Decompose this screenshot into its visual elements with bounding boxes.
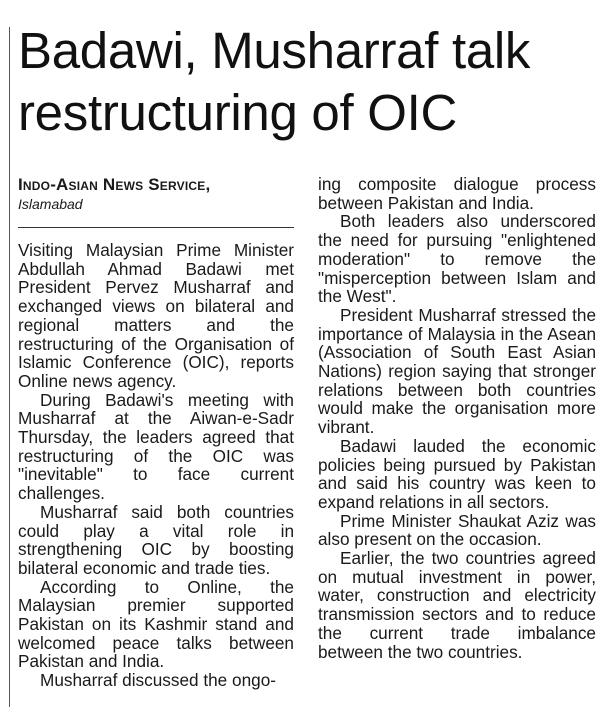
article-column-right bbox=[318, 175, 596, 661]
byline bbox=[18, 175, 294, 213]
article-paragraph: Badawi lauded the economic policies being pursued by Pakistan and said his country was keen to expand relations in all sectors. bbox=[318, 435, 596, 512]
article-paragraph-continued: Musharraf discussed the ongo- bbox=[40, 670, 276, 691]
article-paragraph: Both leaders also underscored the need for pursuing "enlightened moderation" to remove the "misperception between Islam and the West". bbox=[318, 211, 596, 307]
article-paragraph: Visiting Malaysian Prime Minister Abdullah Ahmad Badawi met President Pervez Musharraf and exchanged views on bilateral and regional matters and the restructuring of the Organisation of Islamic Conference (OIC), reports Online news agency. bbox=[18, 240, 294, 391]
article-paragraph: Musharraf said both countries could play a vital role in strengthening OIC by boosting bilateral economic and trade ties. bbox=[18, 501, 294, 578]
byline-agency: Indo-Asian News Service, bbox=[18, 175, 211, 194]
article-column-left bbox=[18, 175, 294, 690]
byline-divider bbox=[18, 227, 294, 228]
article-paragraph: During Badawi's meeting with Musharraf at the Aiwan-e-Sadr Thursday, the leaders agreed that restructuring of the OIC was "inevitable" to face current challenges. bbox=[18, 389, 294, 504]
article-paragraph: Earlier, the two countries agreed on mutual investment in power, water, construction and electricity transmission sectors and to reduce the current trade imbalance between the two countries. bbox=[318, 548, 596, 662]
article-paragraph-continuation: ing composite dialogue process between Pakistan and India. bbox=[318, 174, 596, 213]
byline-dateline: Islamabad bbox=[18, 196, 83, 212]
article-paragraph: According to Online, the Malaysian premier supported Pakistan on its Kashmir stand and welcomed peace talks between Pakistan and India. bbox=[18, 576, 294, 672]
article-paragraph: Prime Minister Shaukat Aziz was also present on the occasion. bbox=[318, 510, 596, 550]
headline: Badawi, Musharraf talk restructuring of OIC bbox=[18, 22, 531, 141]
article-paragraph: President Musharraf stressed the importance of Malaysia in the Asean (Association of South East Asian Nations) region saying that stronger relations between both countries would make the organisation more vibrant. bbox=[318, 304, 596, 438]
column-rule bbox=[9, 27, 10, 707]
